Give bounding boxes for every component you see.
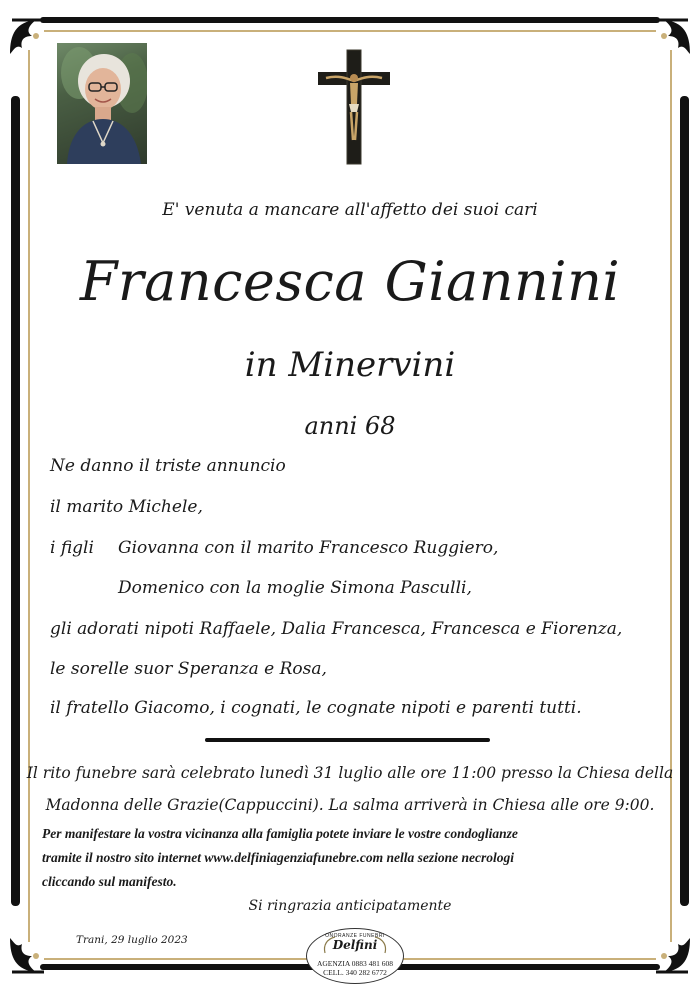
agency-phone: AGENZIA 0883 481 608: [316, 959, 394, 968]
announcement-line: il fratello Giacomo, i cognati, le cognate nipoti e parenti tutti.: [50, 698, 582, 718]
announcement-line: le sorelle suor Speranza e Rosa,: [50, 659, 327, 679]
condolences-line-3: cliccando sul manifesto.: [42, 874, 177, 889]
funeral-info-line-2: Madonna delle Grazie(Cappuccini). La salma arriverà in Chiesa alle ore 9:00.: [45, 796, 655, 814]
funeral-info-line-1: Il rito funebre sarà celebrato lunedì 31 luglio alle ore 11:00 presso la Chiesa della: [26, 764, 674, 782]
logo-tagline: ONORANZE FUNEBRI: [325, 933, 385, 939]
announcement-line: Giovanna con il marito Francesco Ruggiero,: [118, 538, 499, 558]
place-date: Trani, 29 luglio 2023: [76, 934, 188, 946]
intro-text: E' venuta a mancare all'affetto dei suoi cari: [162, 200, 538, 220]
announcement-line: Domenico con la moglie Simona Pasculli,: [118, 578, 472, 598]
thanks-text: Si ringrazia anticipatamente: [248, 898, 452, 914]
announcement-line: il marito Michele,: [50, 497, 203, 517]
portrait-image: [57, 43, 147, 164]
condolences-line-2: tramite il nostro sito internet www.delfiniagenziafunebre.com nella sezione necrologi: [42, 850, 515, 865]
frame-top-bar: [40, 17, 660, 23]
announcement-line: i figli: [50, 538, 94, 558]
age-text: anni 68: [304, 412, 396, 440]
deceased-name: Francesca Giannini: [79, 250, 621, 313]
logo-brand: Delfini: [332, 938, 378, 952]
announcement-line: Ne danno il triste annuncio: [50, 456, 286, 476]
condolences-line-1: Per manifestare la vostra vicinanza alla famiglia potete inviare le vostre condoglianze: [42, 826, 518, 841]
cell-phone: CELL. 340 282 6772: [323, 968, 387, 977]
section-divider: [205, 738, 490, 742]
corner-ornament-bottom-left: [6, 934, 50, 978]
married-name: in Minervini: [244, 345, 456, 385]
corner-ornament-top-left: [6, 14, 50, 58]
crucifix-icon: [316, 48, 392, 166]
frame-top-gold-line: [44, 30, 656, 32]
corner-ornament-bottom-right: [650, 934, 694, 978]
deceased-photo: [57, 43, 147, 164]
corner-ornament-top-right: [650, 14, 694, 58]
agency-logo: [306, 928, 404, 984]
announcement-line: gli adorati nipoti Raffaele, Dalia Francesca, Francesca e Fiorenza,: [50, 619, 623, 639]
